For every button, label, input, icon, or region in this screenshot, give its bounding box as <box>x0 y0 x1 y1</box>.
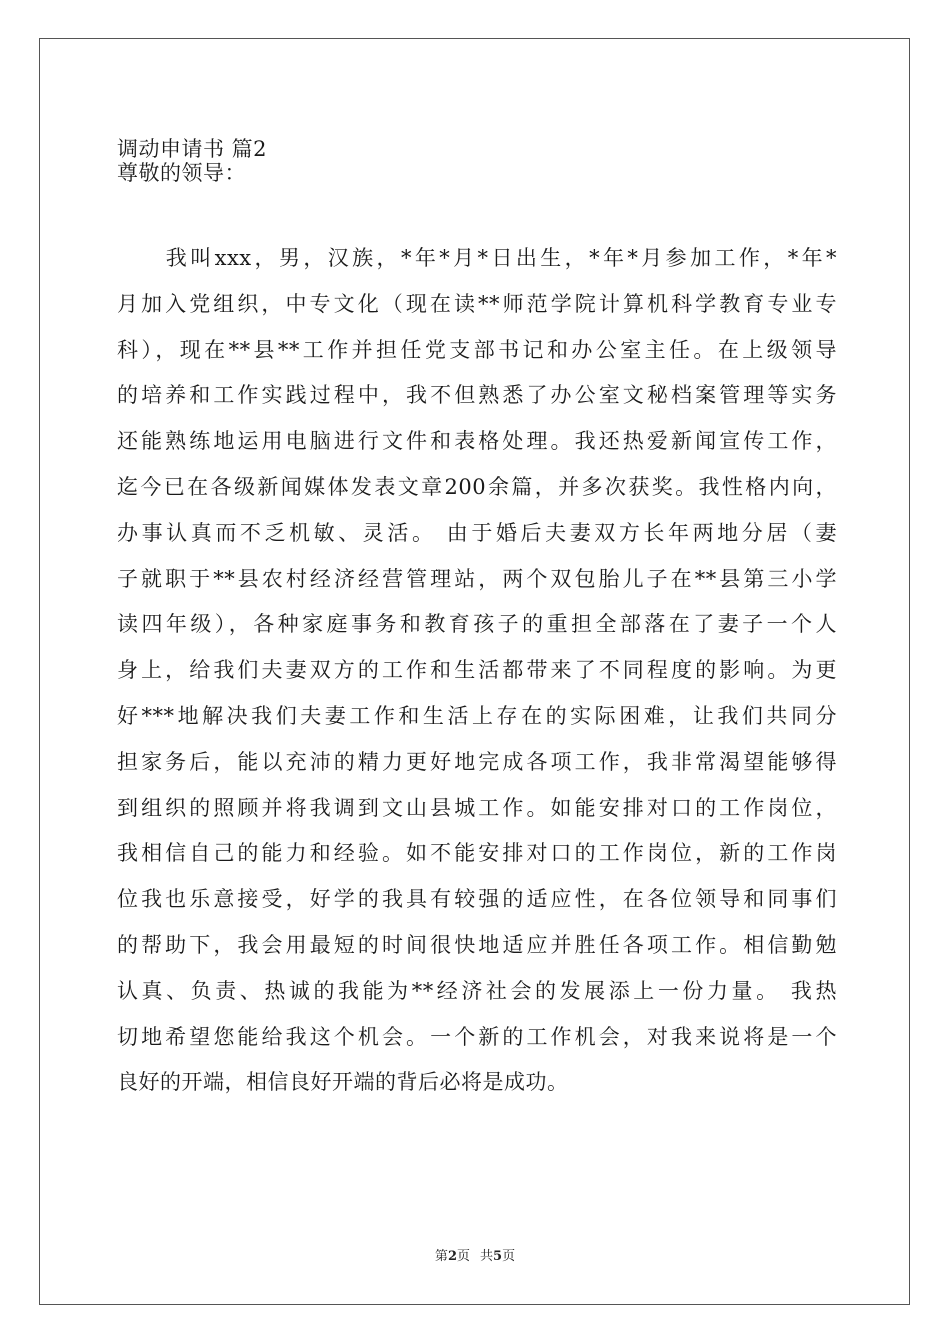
paragraph-line: 子就职于**县农村经济经营管理站，两个双包胎儿子在**县第三小学 <box>117 567 837 591</box>
paragraph-line: 我叫xxx，男，汉族，*年*月*日出生，*年*月参加工作，*年* <box>117 246 837 270</box>
paragraph-line: 的培养和工作实践过程中，我不但熟悉了办公室文秘档案管理等实务 <box>117 383 837 407</box>
paragraph-line: 读四年级），各种家庭事务和教育孩子的重担全部落在了妻子一个人 <box>117 612 837 636</box>
page-prefix: 第 <box>434 1249 448 1264</box>
page-number: 2 <box>447 1249 457 1264</box>
total-suffix: 页 <box>502 1249 516 1264</box>
paragraph-line: 切地希望您能给我这个机会。一个新的工作机会，对我来说将是一个 <box>117 1025 837 1049</box>
document-heading: 调动申请书 篇2 <box>117 137 268 161</box>
salutation: 尊敬的领导： <box>117 161 246 185</box>
paragraph-line: 良好的开端，相信良好开端的背后必将是成功。 <box>117 1070 569 1094</box>
paragraph-line: 担家务后，能以充沛的精力更好地完成各项工作，我非常渴望能够得 <box>117 750 837 774</box>
paragraph-line: 位我也乐意接受，好学的我具有较强的适应性，在各位领导和同事们 <box>117 887 837 911</box>
page-footer <box>0 1245 950 1264</box>
paragraph-line: 我相信自己的能力和经验。如不能安排对口的工作岗位，新的工作岗 <box>117 841 837 865</box>
paragraph-line: 好***地解决我们夫妻工作和生活上存在的实际困难，让我们共同分 <box>117 704 837 728</box>
paragraph-line: 迄今已在各级新闻媒体发表文章200余篇，并多次获奖。我性格内向， <box>117 475 837 499</box>
total-prefix: 共 <box>480 1249 494 1264</box>
paragraph-line: 还能熟练地运用电脑进行文件和表格处理。我还热爱新闻宣传工作， <box>117 429 837 453</box>
paragraph-line: 月加入党组织，中专文化（现在读**师范学院计算机科学教育专业专 <box>117 292 837 316</box>
paragraph-line: 到组织的照顾并将我调到文山县城工作。如能安排对口的工作岗位， <box>117 796 837 820</box>
paragraph-line: 科），现在**县**工作并担任党支部书记和办公室主任。在上级领导 <box>117 338 837 362</box>
paragraph-line: 办事认真而不乏机敏、灵活。 由于婚后夫妻双方长年两地分居（妻 <box>117 521 837 545</box>
page-suffix: 页 <box>456 1249 470 1264</box>
paragraph-line: 身上，给我们夫妻双方的工作和生活都带来了不同程度的影响。为更 <box>117 658 837 682</box>
paragraph-line: 的帮助下，我会用最短的时间很快地适应并胜任各项工作。相信勤勉 <box>117 933 837 957</box>
total-pages: 5 <box>493 1249 503 1264</box>
paragraph-line: 认真、负责、热诚的我能为**经济社会的发展添上一份力量。 我热 <box>117 979 837 1003</box>
